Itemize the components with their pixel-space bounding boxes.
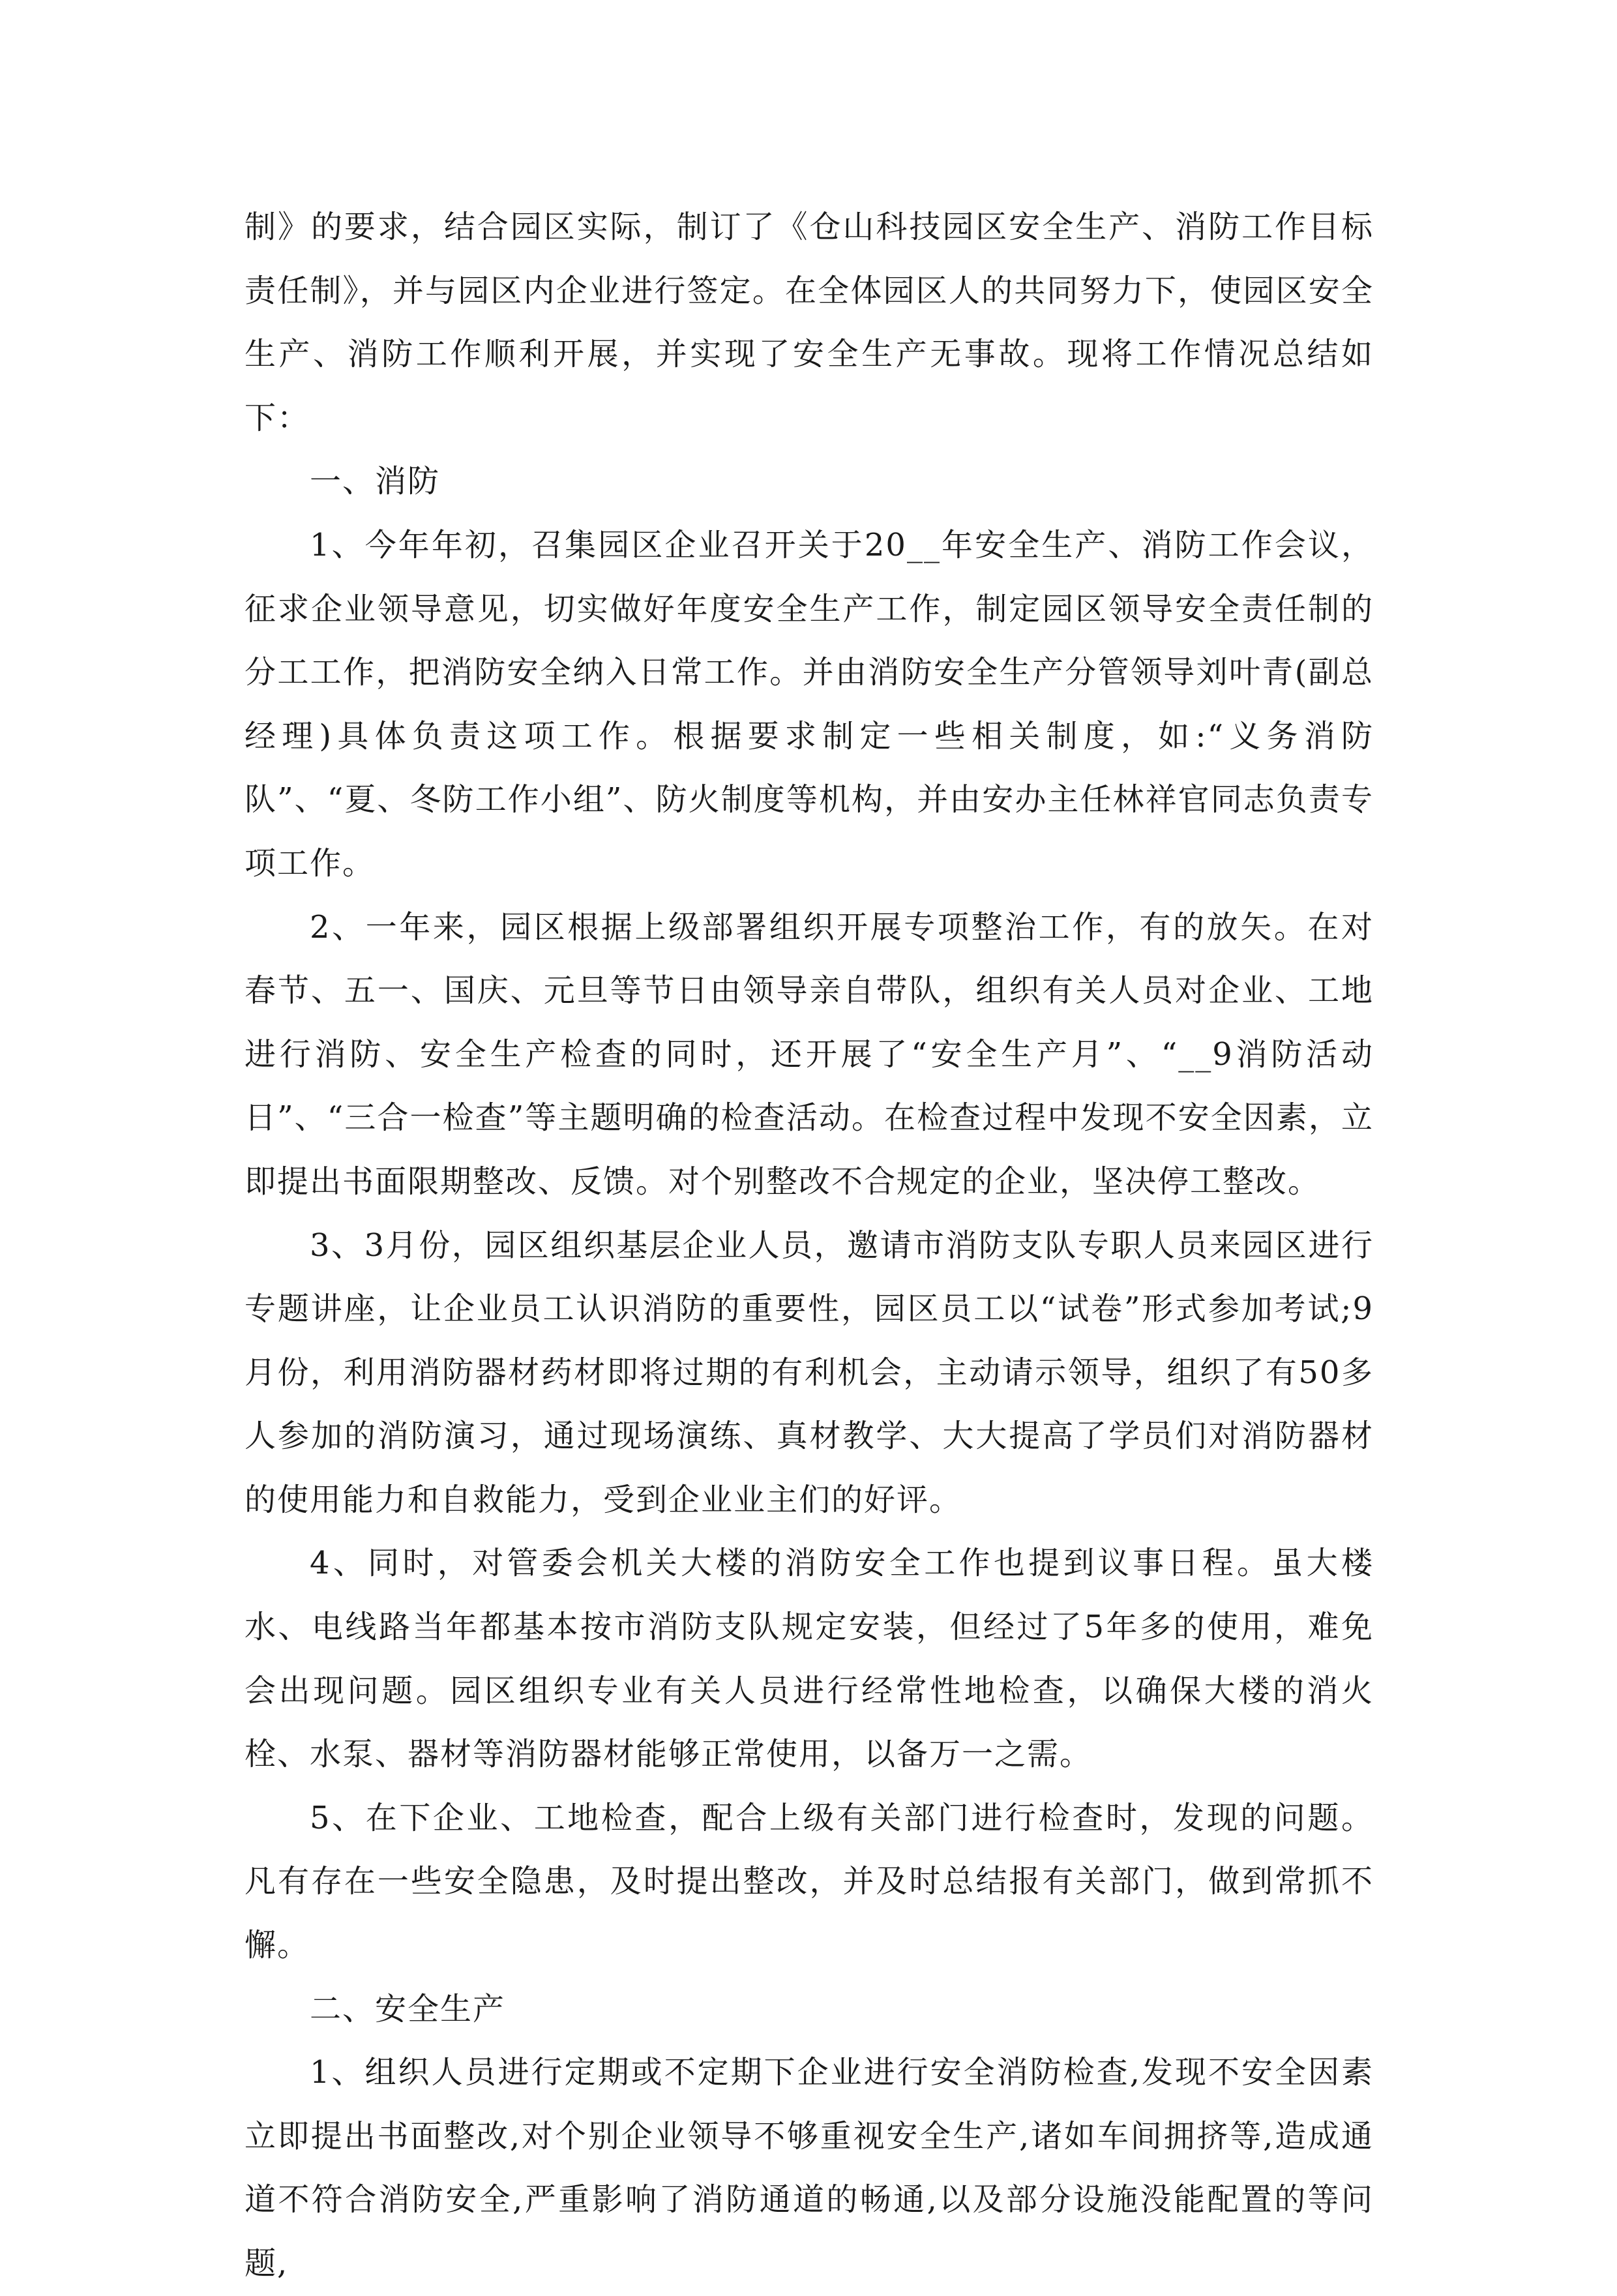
paragraph-fire-item-1: 1、今年年初，召集园区企业召开关于20__年安全生产、消防工作会议，征求企业领导意见，切实做好年度安全生产工作，制定园区领导安全责任制的分工工作，把消防安全纳入日常工作。并由消防安全生产分管领导刘叶青(副总经理)具体负责这项工作。根据要求制定一些相关制度，如:“义务消防队”、“夏、冬防工作小组”、防火制度等机构，并由安办主任林祥官同志负责专项工作。 [245,526,1374,882]
section-heading-safety-production: 二、安全生产 [310,1990,506,2027]
paragraph-fire-item-4: 4、同时，对管委会机关大楼的消防安全工作也提到议事日程。虽大楼水、电线路当年都基本按市消防支队规定安装，但经过了5年多的使用，难免会出现问题。园区组织专业有关人员进行经常性地检查，以确保大楼的消火栓、水泵、器材等消防器材能够正常使用，以备万一之需。 [245,1545,1374,1773]
paragraph-intro-continuation: 制》的要求，结合园区实际，制订了《仓山科技园区安全生产、消防工作目标责任制》，并与园区内企业进行签定。在全体园区人的共同努力下，使园区安全生产、消防工作顺利开展，并实现了安全生产无事故。现将工作情况总结如下： [245,209,1374,436]
section-heading-fire-protection: 一、消防 [310,463,441,500]
paragraph-fire-item-2: 2、一年来，园区根据上级部署组织开展专项整治工作，有的放矢。在对春节、五一、国庆、元旦等节日由领导亲自带队，组织有关人员对企业、工地进行消防、安全生产检查的同时，还开展了“安全生产月”、“__9消防活动日”、“三合一检查”等主题明确的检查活动。在检查过程中发现不安全因素，立即提出书面限期整改、反馈。对个别整改不合规定的企业，坚决停工整改。 [245,908,1374,1200]
paragraph-safety-item-1: 1、组织人员进行定期或不定期下企业进行安全消防检查,发现不安全因素立即提出书面整改,对个别企业领导不够重视安全生产,诸如车间拥挤等,造成通道不符合消防安全,严重影响了消防通道的畅通,以及部分设施没能配置的等问题, [245,2054,1374,2282]
document-body [245,196,1374,2296]
paragraph-fire-item-5: 5、在下企业、工地检查，配合上级有关部门进行检查时，发现的问题。凡有存在一些安全隐患，及时提出整改，并及时总结报有关部门，做到常抓不懈。 [245,1799,1374,1964]
paragraph-fire-item-3: 3、3月份，园区组织基层企业人员，邀请市消防支队专职人员来园区进行专题讲座，让企业员工认识消防的重要性，园区员工以“试卷”形式参加考试;9月份，利用消防器材药材即将过期的有利机会，主动请示领导，组织了有50多人参加的消防演习，通过现场演练、真材教学、大大提高了学员们对消防器材的使用能力和自救能力，受到企业业主们的好评。 [245,1227,1374,1518]
